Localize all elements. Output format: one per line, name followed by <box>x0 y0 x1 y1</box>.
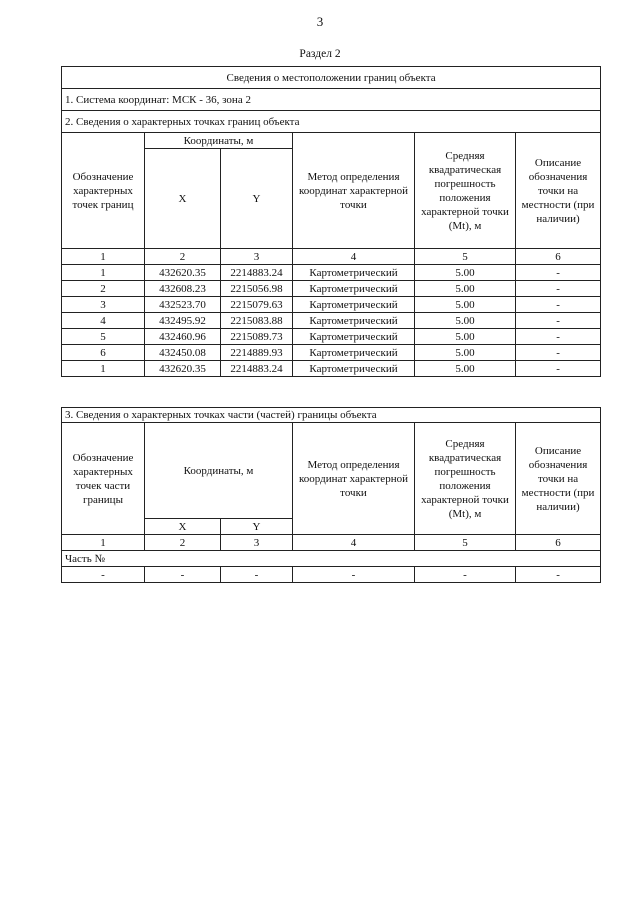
cell-error: 5.00 <box>415 313 516 329</box>
cell-empty: - <box>293 567 415 583</box>
header-designation: Обозначение характерных точек части границы <box>62 423 145 535</box>
col-number: 6 <box>516 249 601 265</box>
cell-point: 5 <box>62 329 145 345</box>
cell-error: 5.00 <box>415 281 516 297</box>
table-row <box>62 265 601 281</box>
section-title: Раздел 2 <box>299 48 341 60</box>
cell-x: 432460.96 <box>145 329 221 345</box>
header-designation: Обозначение характерных точек границ <box>62 133 145 249</box>
table-row <box>62 345 601 361</box>
header-error: Средняя квадратическая погрешность положения характерной точки (Mt), м <box>415 423 516 535</box>
part-points-heading: 3. Сведения о характерных точках части (частей) границы объекта <box>62 408 601 423</box>
col-number: 1 <box>62 535 145 551</box>
cell-x: 432495.92 <box>145 313 221 329</box>
part-points-table <box>61 407 601 583</box>
cell-error: 5.00 <box>415 361 516 377</box>
cell-x: 432620.35 <box>145 361 221 377</box>
header-x: X <box>145 519 221 535</box>
cell-y: 2214889.93 <box>221 345 293 361</box>
header-coordinates: Координаты, м <box>145 423 293 519</box>
col-number: 4 <box>293 535 415 551</box>
cell-description: - <box>516 297 601 313</box>
cell-method: Картометрический <box>293 345 415 361</box>
part-label: Часть № <box>62 551 601 567</box>
cell-y: 2215089.73 <box>221 329 293 345</box>
cell-y: 2215083.88 <box>221 313 293 329</box>
col-number: 3 <box>221 249 293 265</box>
col-number: 6 <box>516 535 601 551</box>
boundary-points-table <box>61 66 601 377</box>
cell-error: 5.00 <box>415 265 516 281</box>
cell-description: - <box>516 281 601 297</box>
cell-error: 5.00 <box>415 297 516 313</box>
header-error: Средняя квадратическая погрешность положения характерной точки (Mt), м <box>415 133 516 249</box>
col-number: 4 <box>293 249 415 265</box>
cell-empty: - <box>221 567 293 583</box>
cell-empty: - <box>516 567 601 583</box>
table-title: Сведения о местоположении границ объекта <box>62 67 601 89</box>
cell-empty: - <box>145 567 221 583</box>
cell-x: 432608.23 <box>145 281 221 297</box>
table-row <box>62 313 601 329</box>
cell-method: Картометрический <box>293 361 415 377</box>
cell-method: Картометрический <box>293 329 415 345</box>
points-heading: 2. Сведения о характерных точках границ объекта <box>62 111 601 133</box>
header-method: Метод определения координат характерной точки <box>293 423 415 535</box>
cell-y: 2214883.24 <box>221 361 293 377</box>
page-number: 3 <box>316 14 324 29</box>
table-row <box>62 297 601 313</box>
cell-y: 2215056.98 <box>221 281 293 297</box>
col-number: 3 <box>221 535 293 551</box>
header-method: Метод определения координат характерной точки <box>293 133 415 249</box>
cell-method: Картометрический <box>293 265 415 281</box>
cell-error: 5.00 <box>415 329 516 345</box>
column-numbers-row <box>62 535 601 551</box>
coordinate-system: 1. Система координат: МСК - 36, зона 2 <box>62 89 601 111</box>
header-y: Y <box>221 149 293 249</box>
column-numbers-row <box>62 249 601 265</box>
table-row <box>62 281 601 297</box>
cell-x: 432620.35 <box>145 265 221 281</box>
cell-point: 4 <box>62 313 145 329</box>
cell-empty: - <box>62 567 145 583</box>
header-x: X <box>145 149 221 249</box>
cell-description: - <box>516 313 601 329</box>
cell-x: 432523.70 <box>145 297 221 313</box>
col-number: 2 <box>145 249 221 265</box>
cell-point: 1 <box>62 361 145 377</box>
cell-y: 2214883.24 <box>221 265 293 281</box>
cell-point: 6 <box>62 345 145 361</box>
cell-error: 5.00 <box>415 345 516 361</box>
cell-point: 2 <box>62 281 145 297</box>
header-description: Описание обозначения точки на местности (при наличии) <box>516 133 601 249</box>
table-row <box>62 567 601 583</box>
header-description: Описание обозначения точки на местности (при наличии) <box>516 423 601 535</box>
cell-point: 1 <box>62 265 145 281</box>
cell-y: 2215079.63 <box>221 297 293 313</box>
cell-method: Картометрический <box>293 313 415 329</box>
cell-method: Картометрический <box>293 297 415 313</box>
table-row <box>62 329 601 345</box>
header-coordinates: Координаты, м <box>145 133 293 149</box>
cell-description: - <box>516 345 601 361</box>
cell-x: 432450.08 <box>145 345 221 361</box>
cell-method: Картометрический <box>293 281 415 297</box>
header-y: Y <box>221 519 293 535</box>
cell-description: - <box>516 265 601 281</box>
cell-point: 3 <box>62 297 145 313</box>
cell-description: - <box>516 329 601 345</box>
col-number: 5 <box>415 535 516 551</box>
cell-empty: - <box>415 567 516 583</box>
col-number: 5 <box>415 249 516 265</box>
cell-description: - <box>516 361 601 377</box>
col-number: 2 <box>145 535 221 551</box>
table-row <box>62 361 601 377</box>
col-number: 1 <box>62 249 145 265</box>
